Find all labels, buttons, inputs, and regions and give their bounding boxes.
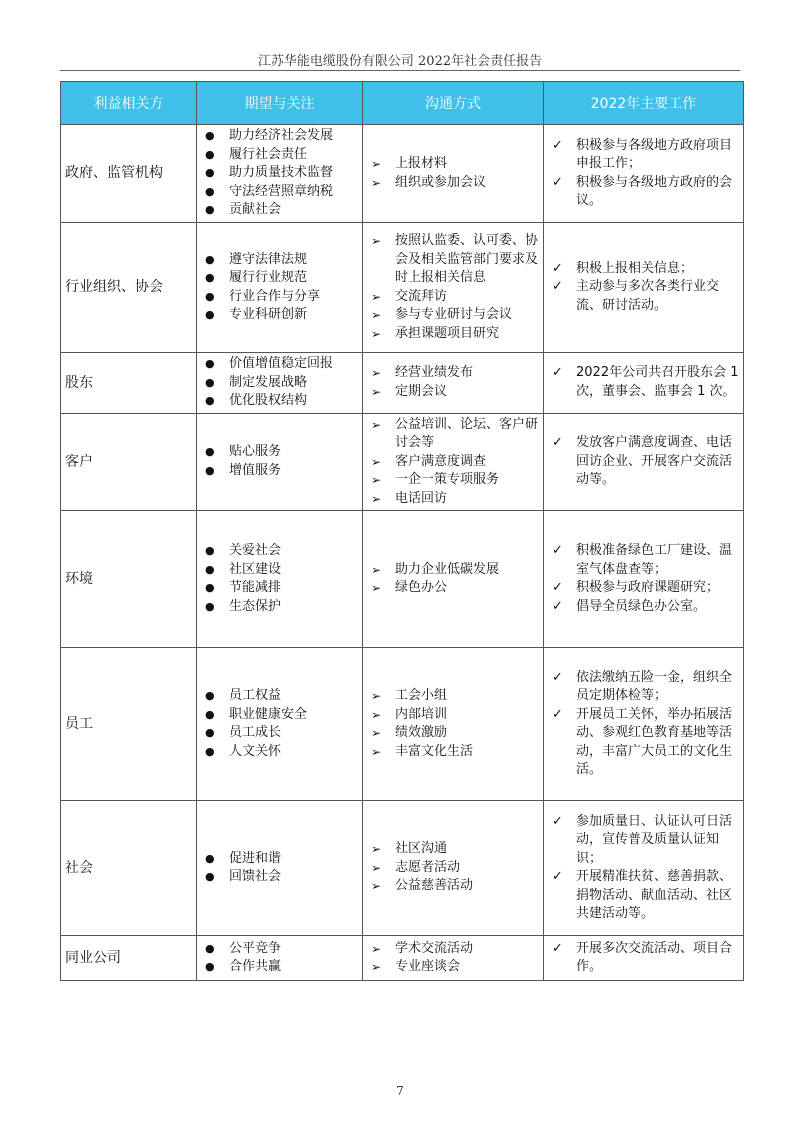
work-item: ✓ 积极上报相关信息； — [548, 260, 739, 279]
communication-cell — [363, 511, 544, 648]
expectation-list — [201, 850, 358, 887]
expectation-list — [201, 542, 358, 616]
communication-cell — [363, 648, 544, 801]
work-cell — [544, 413, 744, 511]
table-header-row — [61, 82, 744, 125]
communication-item: ➢ 参与专业研讨与会议 — [367, 306, 539, 325]
work-item: ✓ 依法缴纳五险一金，组织全员定期体检等； — [548, 669, 739, 706]
expectation-item: ● 制定发展战略 — [201, 374, 358, 393]
work-item: ✓ 开展多次交流活动、项目合作。 — [548, 940, 739, 977]
expectation-item: ● 合作共赢 — [201, 958, 358, 977]
work-list — [548, 542, 739, 616]
expectation-item: ● 专业科研创新 — [201, 306, 358, 325]
expectation-item: ● 助力经济社会发展 — [201, 127, 358, 146]
expectation-item: ● 回馈社会 — [201, 868, 358, 887]
expectation-item: ● 守法经营照章纳税 — [201, 183, 358, 202]
communication-item: ➢ 定期会议 — [367, 383, 539, 402]
communication-list — [367, 416, 539, 509]
expectation-item: ● 履行行业规范 — [201, 269, 358, 288]
communication-item: ➢ 专业座谈会 — [367, 958, 539, 977]
communication-cell — [363, 353, 544, 414]
expectation-list — [201, 127, 358, 220]
expectation-item: ● 职业健康安全 — [201, 706, 358, 725]
communication-item: ➢ 丰富文化生活 — [367, 743, 539, 762]
expectation-item: ● 价值增值稳定回报 — [201, 355, 358, 374]
expectation-item: ● 行业合作与分享 — [201, 288, 358, 307]
table-row — [61, 801, 744, 936]
table-row — [61, 413, 744, 511]
expectation-item: ● 促进和谐 — [201, 850, 358, 869]
work-item: ✓ 倡导全员绿色办公室。 — [548, 598, 739, 617]
work-item: ✓ 2022年公司共召开股东会 1 次，董事会、监事会 1 次。 — [548, 364, 739, 401]
communication-cell — [363, 125, 544, 223]
table-row — [61, 936, 744, 981]
table-row — [61, 223, 744, 353]
expectation-cell — [197, 936, 363, 981]
expectation-list — [201, 251, 358, 325]
work-cell — [544, 125, 744, 223]
work-cell — [544, 936, 744, 981]
communication-item: ➢ 组织或参加会议 — [367, 174, 539, 193]
expectation-item: ● 人文关怀 — [201, 743, 358, 762]
column-header-stakeholder: 利益相关方 — [61, 82, 197, 125]
communication-item: ➢ 学术交流活动 — [367, 940, 539, 959]
communication-item: ➢ 一企一策专项服务 — [367, 471, 539, 490]
communication-item: ➢ 承担课题项目研究 — [367, 325, 539, 344]
expectation-item: ● 生态保护 — [201, 598, 358, 617]
expectation-cell — [197, 353, 363, 414]
expectation-item: ● 社区建设 — [201, 561, 358, 580]
work-item: ✓ 积极准备绿色工厂建设、温室气体盘查等； — [548, 542, 739, 579]
expectation-item: ● 员工成长 — [201, 724, 358, 743]
expectation-cell — [197, 413, 363, 511]
stakeholder-cell: 客户 — [61, 413, 197, 511]
communication-item: ➢ 上报材料 — [367, 155, 539, 174]
communication-item: ➢ 公益慈善活动 — [367, 877, 539, 896]
work-list — [548, 260, 739, 316]
work-list — [548, 940, 739, 977]
expectation-item: ● 贴心服务 — [201, 443, 358, 462]
work-cell — [544, 353, 744, 414]
communication-item: ➢ 电话回访 — [367, 490, 539, 509]
communication-item: ➢ 绿色办公 — [367, 579, 539, 598]
expectation-list — [201, 940, 358, 977]
expectation-item: ● 助力质量技术监督 — [201, 164, 358, 183]
expectation-cell — [197, 648, 363, 801]
expectation-item: ● 员工权益 — [201, 687, 358, 706]
stakeholder-cell: 员工 — [61, 648, 197, 801]
communication-item: ➢ 公益培训、论坛、客户研讨会等 — [367, 416, 539, 453]
stakeholder-cell: 环境 — [61, 511, 197, 648]
expectation-cell — [197, 125, 363, 223]
work-list — [548, 434, 739, 490]
stakeholder-table — [60, 81, 744, 981]
communication-list — [367, 561, 539, 598]
expectation-item: ● 优化股权结构 — [201, 392, 358, 411]
table-row — [61, 125, 744, 223]
stakeholder-cell: 行业组织、协会 — [61, 223, 197, 353]
work-item: ✓ 主动参与多次各类行业交流、研讨活动。 — [548, 278, 739, 315]
work-list — [548, 669, 739, 780]
expectation-cell — [197, 801, 363, 936]
stakeholder-cell: 同业公司 — [61, 936, 197, 981]
communication-list — [367, 232, 539, 343]
stakeholder-cell: 股东 — [61, 353, 197, 414]
column-header-communication: 沟通方式 — [363, 82, 544, 125]
communication-list — [367, 840, 539, 896]
stakeholder-cell: 政府、监管机构 — [61, 125, 197, 223]
column-header-work: 2022年主要工作 — [544, 82, 744, 125]
stakeholder-cell: 社会 — [61, 801, 197, 936]
expectation-cell — [197, 511, 363, 648]
expectation-item: ● 遵守法律法规 — [201, 251, 358, 270]
communication-cell — [363, 413, 544, 511]
table-row — [61, 353, 744, 414]
table-body — [61, 125, 744, 981]
communication-list — [367, 687, 539, 761]
table-row — [61, 648, 744, 801]
column-header-expectations: 期望与关注 — [197, 82, 363, 125]
expectation-list — [201, 687, 358, 761]
work-cell — [544, 648, 744, 801]
communication-item: ➢ 绩效激励 — [367, 724, 539, 743]
communication-item: ➢ 按照认监委、认可委、协会及相关监管部门要求及时上报相关信息 — [367, 232, 539, 288]
work-cell — [544, 511, 744, 648]
expectation-item: ● 增值服务 — [201, 462, 358, 481]
communication-item: ➢ 志愿者活动 — [367, 859, 539, 878]
work-item: ✓ 参加质量日、认证认可日活动，宣传普及质量认证知识； — [548, 813, 739, 869]
communication-list — [367, 940, 539, 977]
communication-item: ➢ 内部培训 — [367, 706, 539, 725]
work-cell — [544, 801, 744, 936]
expectation-list — [201, 355, 358, 411]
page-header: 江苏华能电缆股份有限公司 2022年社会责任报告 — [257, 54, 543, 69]
communication-item: ➢ 客户满意度调查 — [367, 453, 539, 472]
work-item: ✓ 发放客户满意度调查、电话回访企业、开展客户交流活动等。 — [548, 434, 739, 490]
expectation-item: ● 履行社会责任 — [201, 146, 358, 165]
communication-cell — [363, 936, 544, 981]
expectation-item: ● 贡献社会 — [201, 201, 358, 220]
communication-cell — [363, 801, 544, 936]
table-row — [61, 511, 744, 648]
page-number: 7 — [396, 1084, 404, 1098]
communication-item: ➢ 交流拜访 — [367, 288, 539, 307]
communication-item: ➢ 助力企业低碳发展 — [367, 561, 539, 580]
work-item: ✓ 开展员工关怀，举办拓展活动、参观红色教育基地等活动，丰富广大员工的文化生活。 — [548, 706, 739, 780]
work-item: ✓ 积极参与各级地方政府的会议。 — [548, 174, 739, 211]
communication-cell — [363, 223, 544, 353]
work-list — [548, 813, 739, 924]
expectation-item: ● 公平竞争 — [201, 940, 358, 959]
expectation-list — [201, 443, 358, 480]
work-item: ✓ 开展精准扶贫、慈善捐款、捐物活动、献血活动、社区共建活动等。 — [548, 868, 739, 924]
expectation-cell — [197, 223, 363, 353]
expectation-item: ● 节能减排 — [201, 579, 358, 598]
work-list — [548, 137, 739, 211]
communication-list — [367, 155, 539, 192]
communication-list — [367, 364, 539, 401]
work-item: ✓ 积极参与各级地方政府项目申报工作； — [548, 137, 739, 174]
expectation-item: ● 关爱社会 — [201, 542, 358, 561]
work-cell — [544, 223, 744, 353]
communication-item: ➢ 经营业绩发布 — [367, 364, 539, 383]
work-item: ✓ 积极参与政府课题研究； — [548, 579, 739, 598]
communication-item: ➢ 工会小组 — [367, 687, 539, 706]
communication-item: ➢ 社区沟通 — [367, 840, 539, 859]
work-list — [548, 364, 739, 401]
header-divider — [60, 70, 740, 71]
